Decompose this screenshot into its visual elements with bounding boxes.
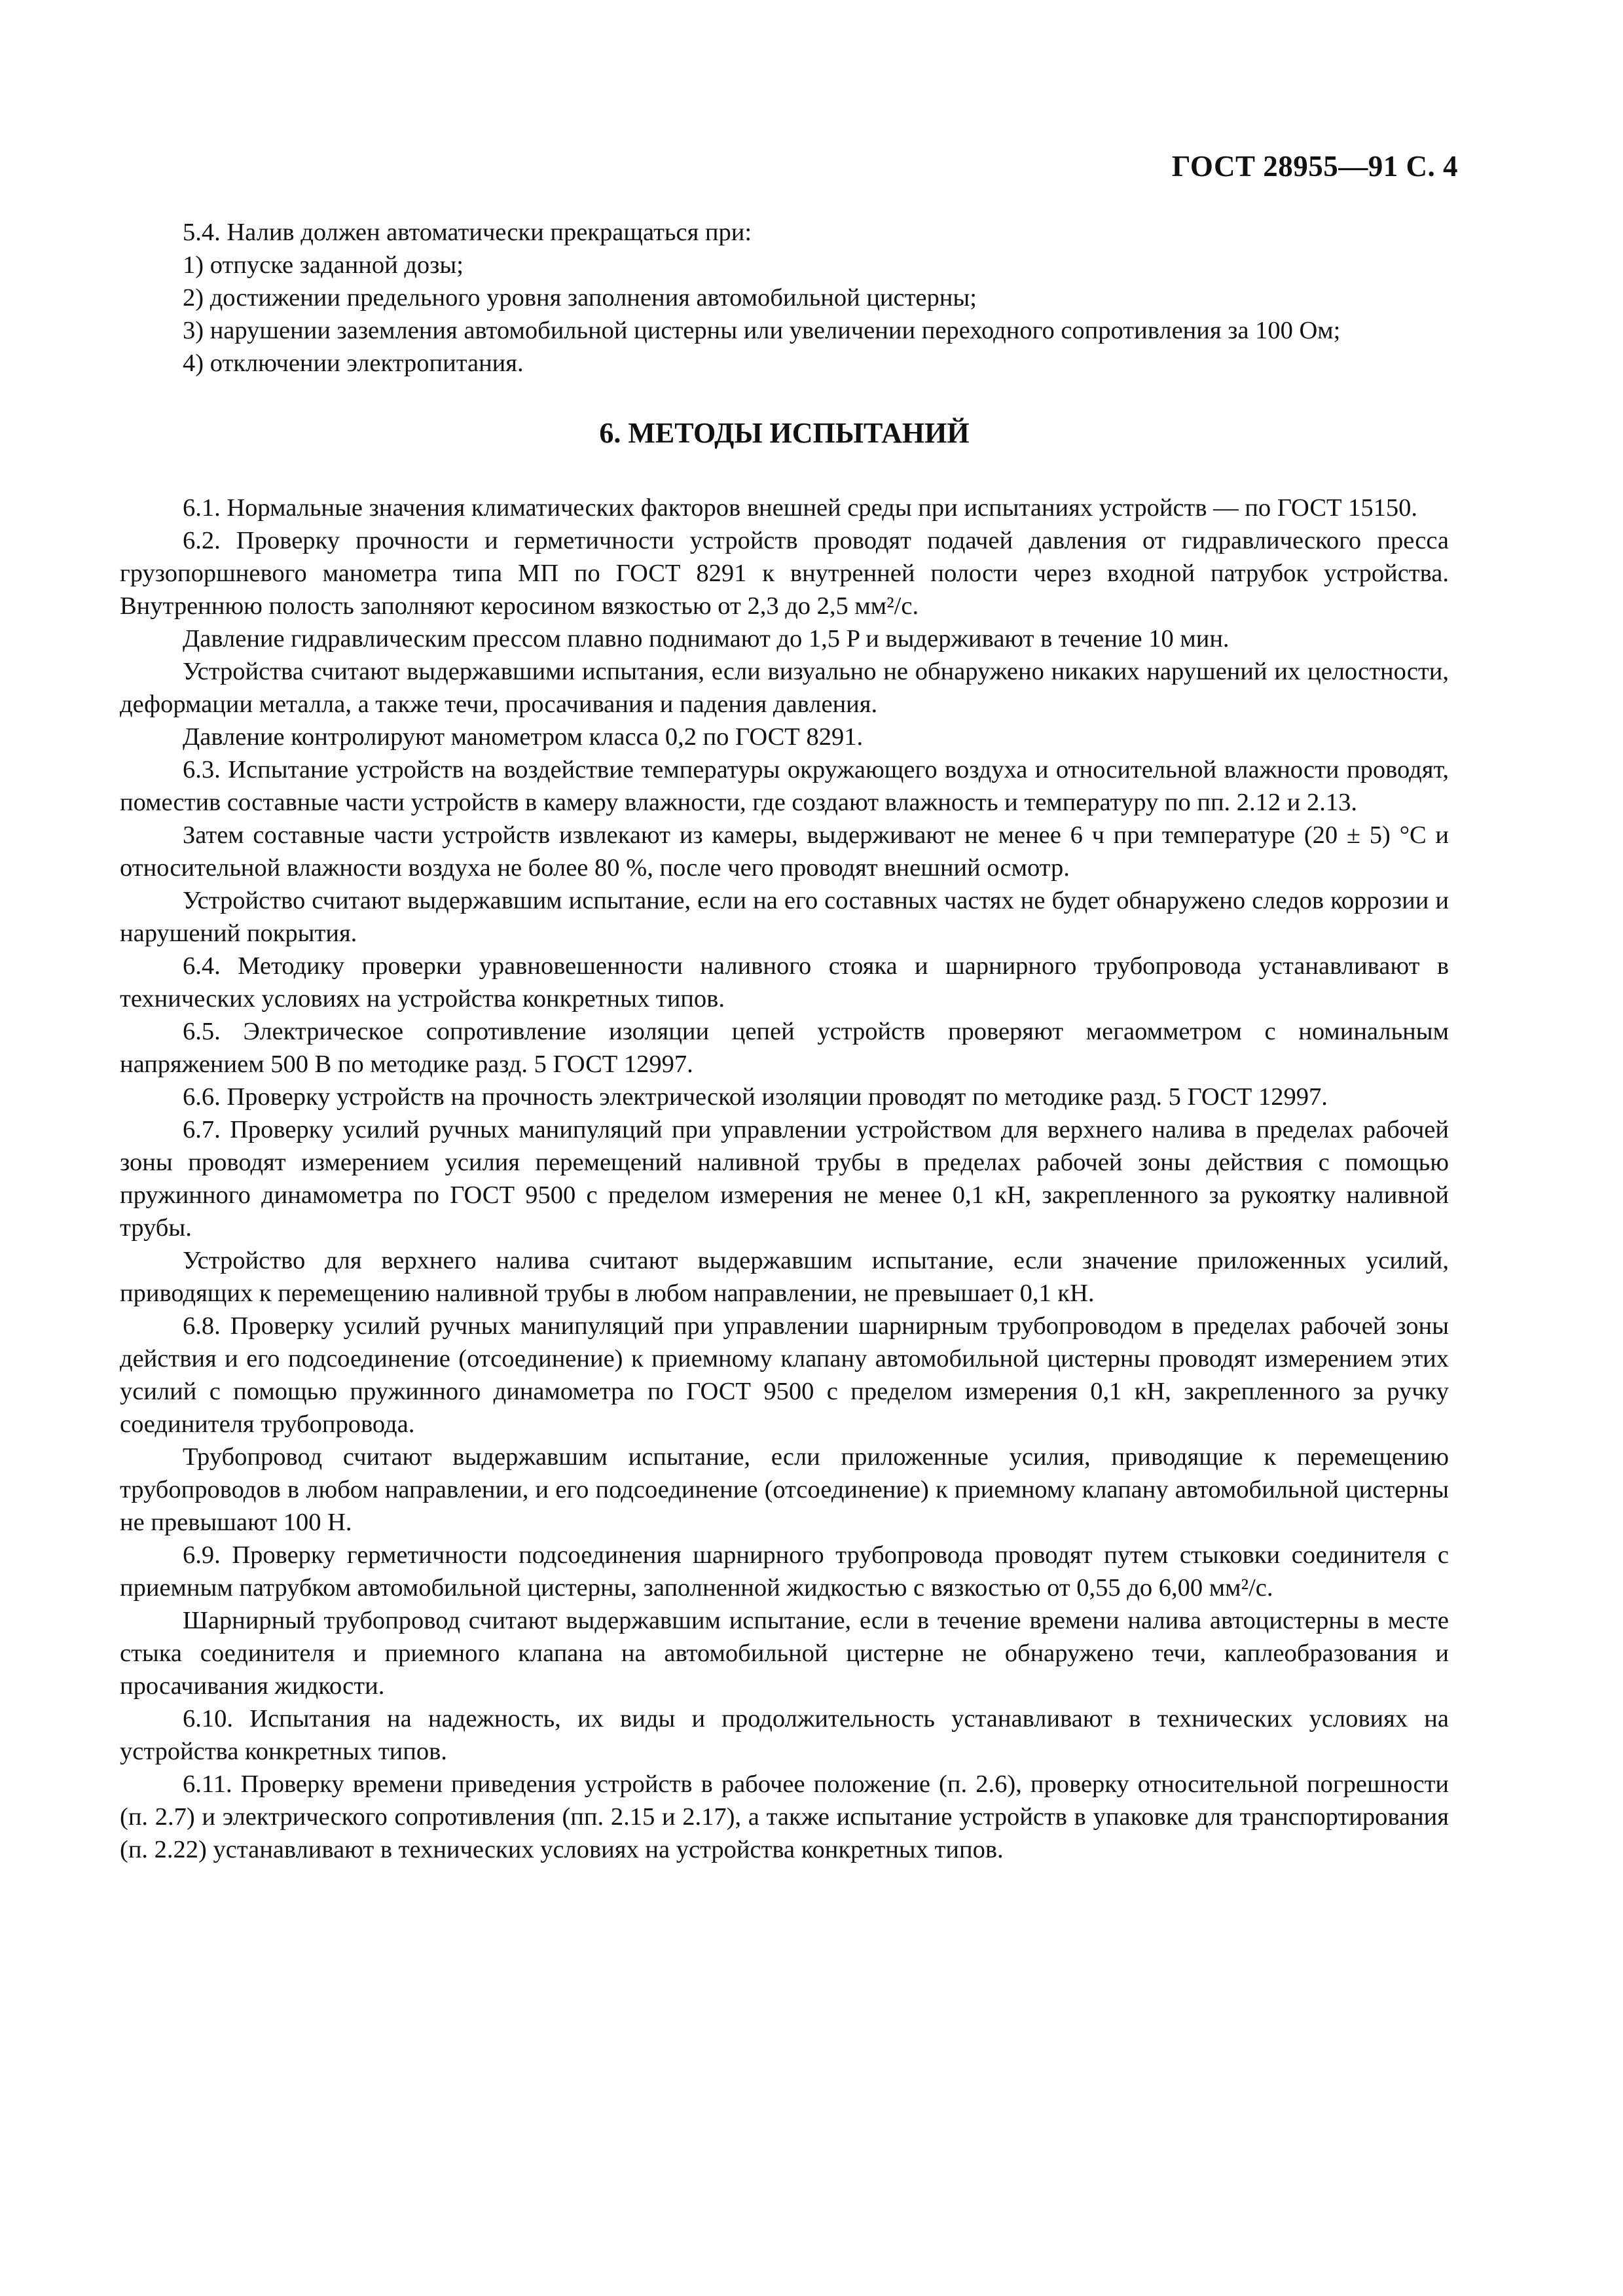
list-item: 2) достижении предельного уровня заполнения автомобильной цистерны;: [183, 284, 977, 312]
paragraph: 6.2. Проверку прочности и герметичности устройств проводят подачей давления от гидравлического пресса грузопоршневого манометра типа МП по ГОСТ 8291 к внутренней полости через входной патрубок устройства. Внутреннюю полость заполняют керосином вязкостью от 2,3 до 2,5 мм²/с.: [120, 527, 1449, 620]
paragraph: Давление гидравлическим прессом плавно поднимают до 1,5 P и выдерживают в течение 10 мин.: [183, 625, 1230, 653]
paragraph: Устройство считают выдержавшим испытание, если на его составных частях не будет обнаружено следов коррозии и нарушений покрытия.: [120, 887, 1449, 947]
paragraph: 6.3. Испытание устройств на воздействие температуры окружающего воздуха и относительной влажности проводят, поместив составные части устройств в камеру влажности, где создают влажность и температуру по пп. 2.12 и 2.13.: [120, 756, 1449, 816]
paragraph: Устройства считают выдержавшими испытания, если визуально не обнаружено никаких нарушений их целостности, деформации металла, а также течи, просачивания и падения давления.: [120, 658, 1449, 718]
paragraph: 5.4. Налив должен автоматически прекращаться при:: [183, 219, 752, 246]
paragraph: 6.8. Проверку усилий ручных манипуляций при управлении шарнирным трубопроводом в пределах рабочей зоны действия и его подсоединение (отсоединение) к приемному клапану автомобильной цистерны проводят измерением этих усилий с помощью пружинного динамометра по ГОСТ 9500 с пределом измерения 0,1 кН, закрепленного за ручку соединителя трубопровода.: [120, 1312, 1449, 1438]
list-item: 1) отпуске заданной дозы;: [183, 251, 464, 279]
paragraph: Трубопровод считают выдержавшим испытание, если приложенные усилия, приводящие к перемещению трубопроводов в любом направлении, и его подсоединение (отсоединение) к приемному клапану автомобильной цистерны не превышают 100 Н.: [120, 1443, 1449, 1536]
paragraph: Шарнирный трубопровод считают выдержавшим испытание, если в течение времени налива автоцистерны в месте стыка соединителя и приемного клапана на автомобильной цистерне не обнаружено течи, каплеобразования и просачивания жидкости.: [120, 1607, 1449, 1700]
document-body: [120, 216, 1449, 1866]
list-item: 4) отключении электропитания.: [183, 350, 524, 377]
paragraph: Затем составные части устройств извлекают из камеры, выдерживают не менее 6 ч при температуре (20 ± 5) °C и относительной влажности воздуха не более 80 %, после чего проводят внешний осмотр.: [120, 821, 1449, 882]
paragraph: 6.4. Методику проверки уравновешенности наливного стояка и шарнирного трубопровода устанавливают в технических условиях на устройства конкретных типов.: [120, 952, 1449, 1013]
paragraph: 6.10. Испытания на надежность, их виды и продолжительность устанавливают в технических условиях на устройства конкретных типов.: [120, 1705, 1449, 1765]
paragraph: 6.5. Электрическое сопротивление изоляции цепей устройств проверяют мегаомметром с номинальным напряжением 500 В по методике разд. 5 ГОСТ 12997.: [120, 1018, 1449, 1078]
paragraph: Устройство для верхнего налива считают выдержавшим испытание, если значение приложенных усилий, приводящих к перемещению наливной трубы в любом направлении, не превышает 0,1 кН.: [120, 1247, 1449, 1307]
paragraph: 6.7. Проверку усилий ручных манипуляций при управлении устройством для верхнего налива в пределах рабочей зоны проводят измерением усилия перемещений наливной трубы в пределах рабочей зоны действия с помощью пружинного динамометра по ГОСТ 9500 с пределом измерения не менее 0,1 кН, закрепленного за рукоятку наливной трубы.: [120, 1116, 1449, 1242]
paragraph: Давление контролируют манометром класса 0,2 по ГОСТ 8291.: [183, 723, 864, 751]
page-header: ГОСТ 28955—91 С. 4: [1171, 150, 1458, 183]
paragraph: 6.1. Нормальные значения климатических факторов внешней среды при испытаниях устройств — по ГОСТ 15150.: [183, 494, 1418, 522]
list-item: 3) нарушении заземления автомобильной цистерны или увеличении переходного сопротивления за 100 Ом;: [183, 317, 1341, 344]
section-heading: 6. МЕТОДЫ ИСПЫТАНИЙ: [599, 417, 970, 449]
paragraph: 6.9. Проверку герметичности подсоединения шарнирного трубопровода проводят путем стыковки соединителя с приемным патрубком автомобильной цистерны, заполненной жидкостью с вязкостью от 0,55 до 6,00 мм²/с.: [120, 1541, 1449, 1602]
paragraph: 6.11. Проверку времени приведения устройств в рабочее положение (п. 2.6), проверку относительной погрешности (п. 2.7) и электрического сопротивления (пп. 2.15 и 2.17), а также испытание устройств в упаковке для транспортирования (п. 2.22) устанавливают в технических условиях на устройства конкретных типов.: [120, 1770, 1449, 1863]
paragraph: 6.6. Проверку устройств на прочность электрической изоляции проводят по методике разд. 5 ГОСТ 12997.: [183, 1083, 1328, 1111]
